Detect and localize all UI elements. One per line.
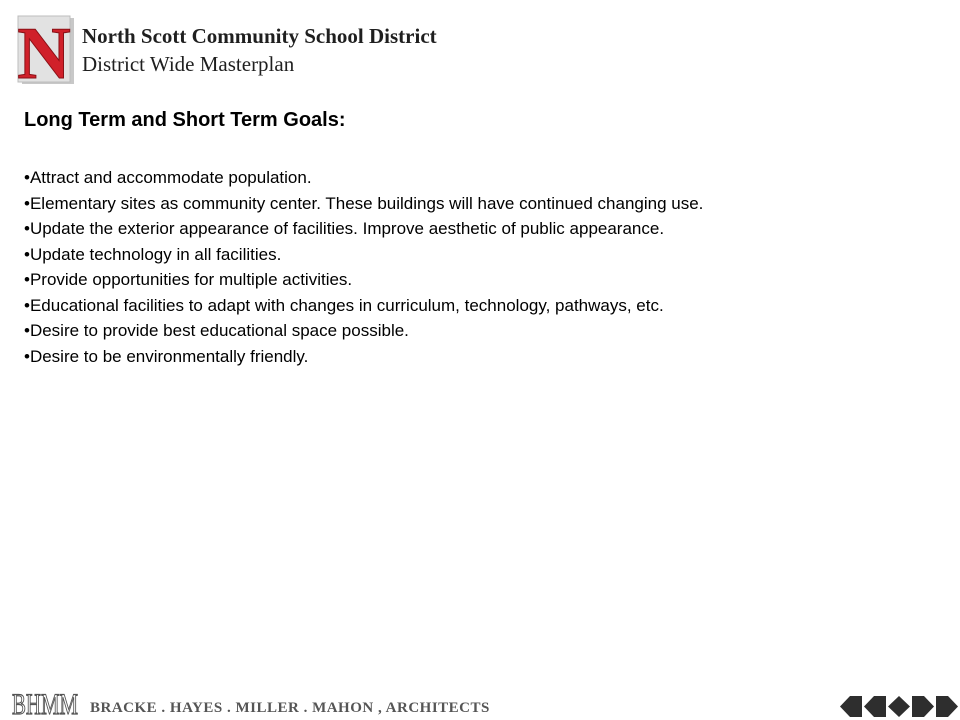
- first-slide-arrow-icon[interactable]: [840, 696, 862, 717]
- goal-item: • Update technology in all facilities.: [24, 242, 944, 268]
- goals-list: [24, 165, 944, 369]
- school-logo-letter: N: [17, 13, 71, 95]
- goals-heading: Long Term and Short Term Goals:: [24, 109, 346, 131]
- school-logo-icon: [14, 13, 78, 95]
- previous-slide-arrow-icon[interactable]: [864, 696, 886, 717]
- home-slide-icon[interactable]: [888, 696, 910, 717]
- district-title: North Scott Community School District: [82, 24, 437, 48]
- goal-item: • Desire to be environmentally friendly.: [24, 344, 944, 370]
- firm-name: BRACKE . HAYES . MILLER . MAHON , ARCHITECTS: [90, 700, 490, 716]
- goal-item: • Desire to provide best educational space possible.: [24, 318, 944, 344]
- firm-logo-icon: [10, 684, 80, 718]
- next-slide-arrow-icon[interactable]: [912, 696, 934, 717]
- goal-item: • Educational facilities to adapt with changes in curriculum, technology, pathways, etc.: [24, 293, 944, 319]
- goal-item: • Update the exterior appearance of facilities. Improve aesthetic of public appearance.: [24, 216, 944, 242]
- goal-item: • Provide opportunities for multiple activities.: [24, 267, 944, 293]
- last-slide-arrow-icon[interactable]: [936, 696, 958, 717]
- slide-navigation: [838, 693, 960, 720]
- goal-item: • Attract and accommodate population.: [24, 165, 944, 191]
- goal-item: • Elementary sites as community center. These buildings will have continued changing use.: [24, 191, 944, 217]
- masterplan-subtitle: District Wide Masterplan: [82, 52, 295, 76]
- firm-logo-letters: BHMM: [12, 688, 78, 720]
